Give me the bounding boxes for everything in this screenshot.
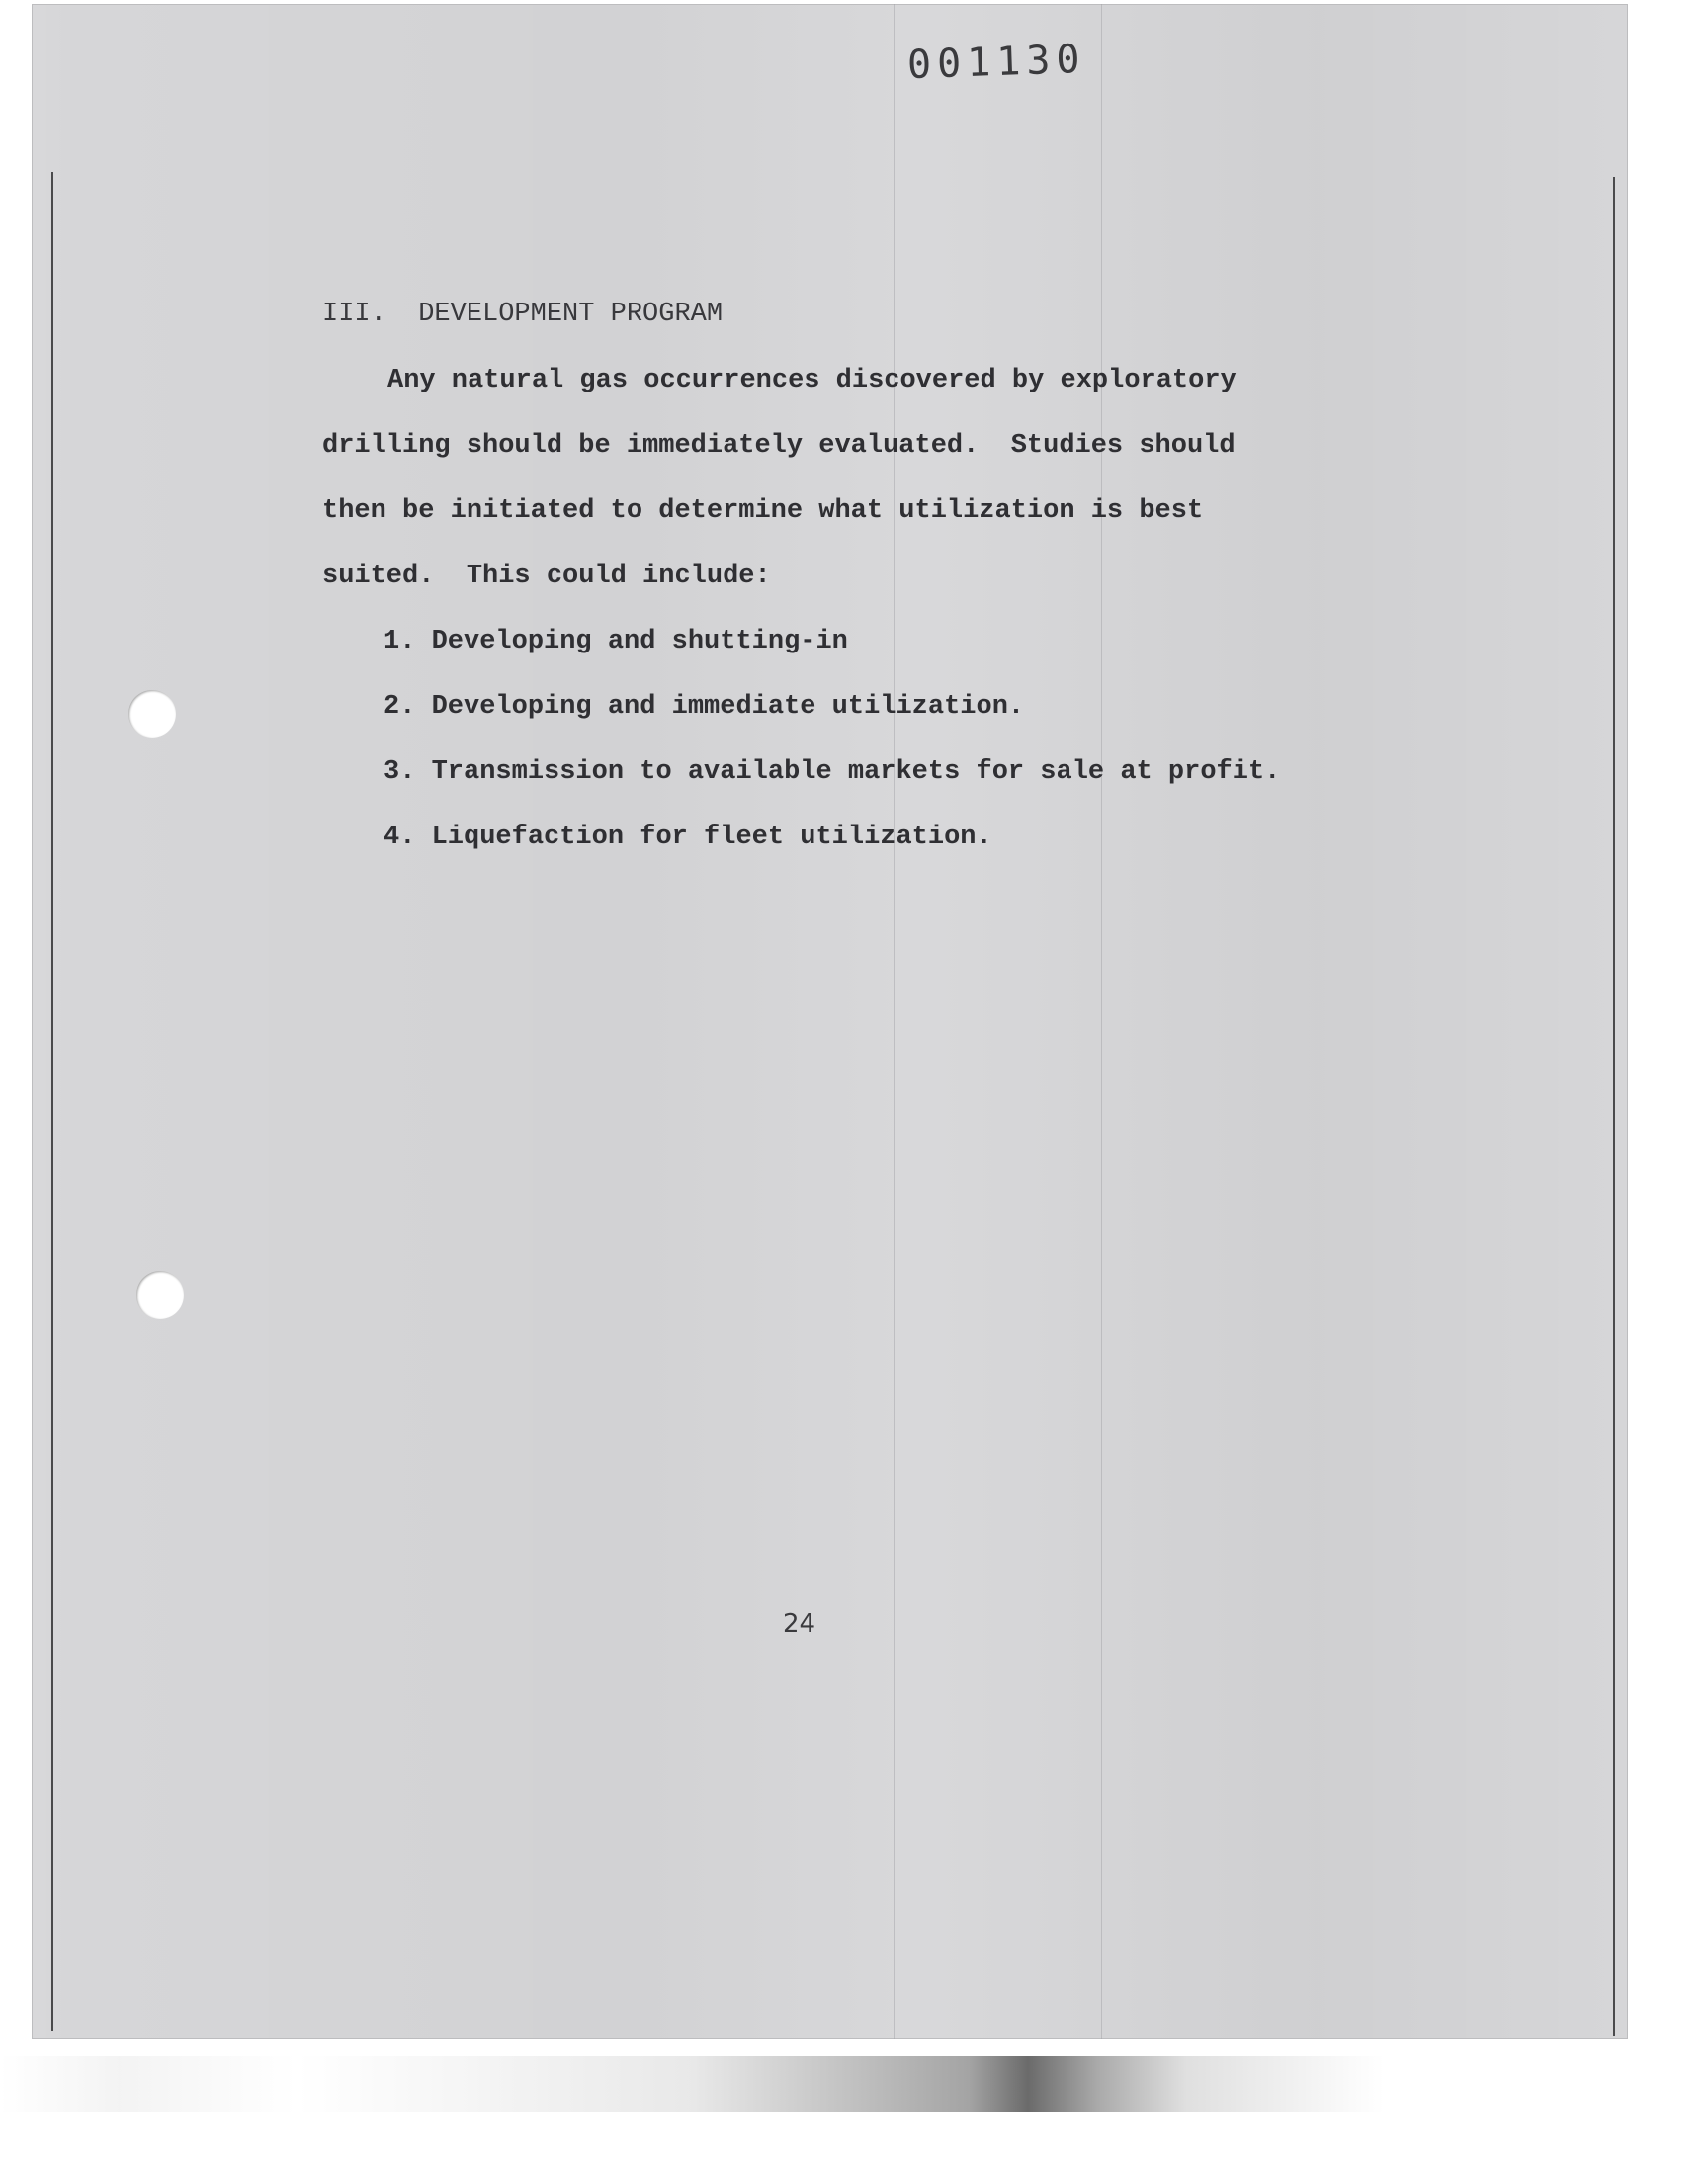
paragraph-line: drilling should be immediately evaluated. Studies should — [322, 431, 1236, 461]
list-item: 3. Transmission to available markets for sale at profit. — [384, 757, 1281, 787]
punch-hole — [128, 690, 176, 738]
list-item: 2. Developing and immediate utilization. — [384, 692, 1025, 722]
scanner-edge-artifact — [0, 2056, 1708, 2112]
paragraph-line: suited. This could include: — [322, 562, 771, 591]
paper-sheet — [32, 4, 1628, 2039]
section-heading: III. DEVELOPMENT PROGRAM — [322, 300, 724, 329]
page-edge-right — [1613, 177, 1615, 2036]
paragraph-line: then be initiated to determine what utilization is best — [322, 496, 1204, 526]
page-edge-left — [51, 172, 53, 2031]
page-number: 24 — [783, 1610, 816, 1639]
document-stamp-number: 001130 — [906, 36, 1087, 89]
fold-line — [894, 4, 895, 2039]
punch-hole — [136, 1271, 184, 1319]
paragraph-line: Any natural gas occurrences discovered by exploratory — [387, 366, 1237, 395]
list-item: 4. Liquefaction for fleet utilization. — [384, 823, 992, 852]
list-item: 1. Developing and shutting-in — [384, 627, 848, 656]
fold-line — [1101, 4, 1102, 2039]
